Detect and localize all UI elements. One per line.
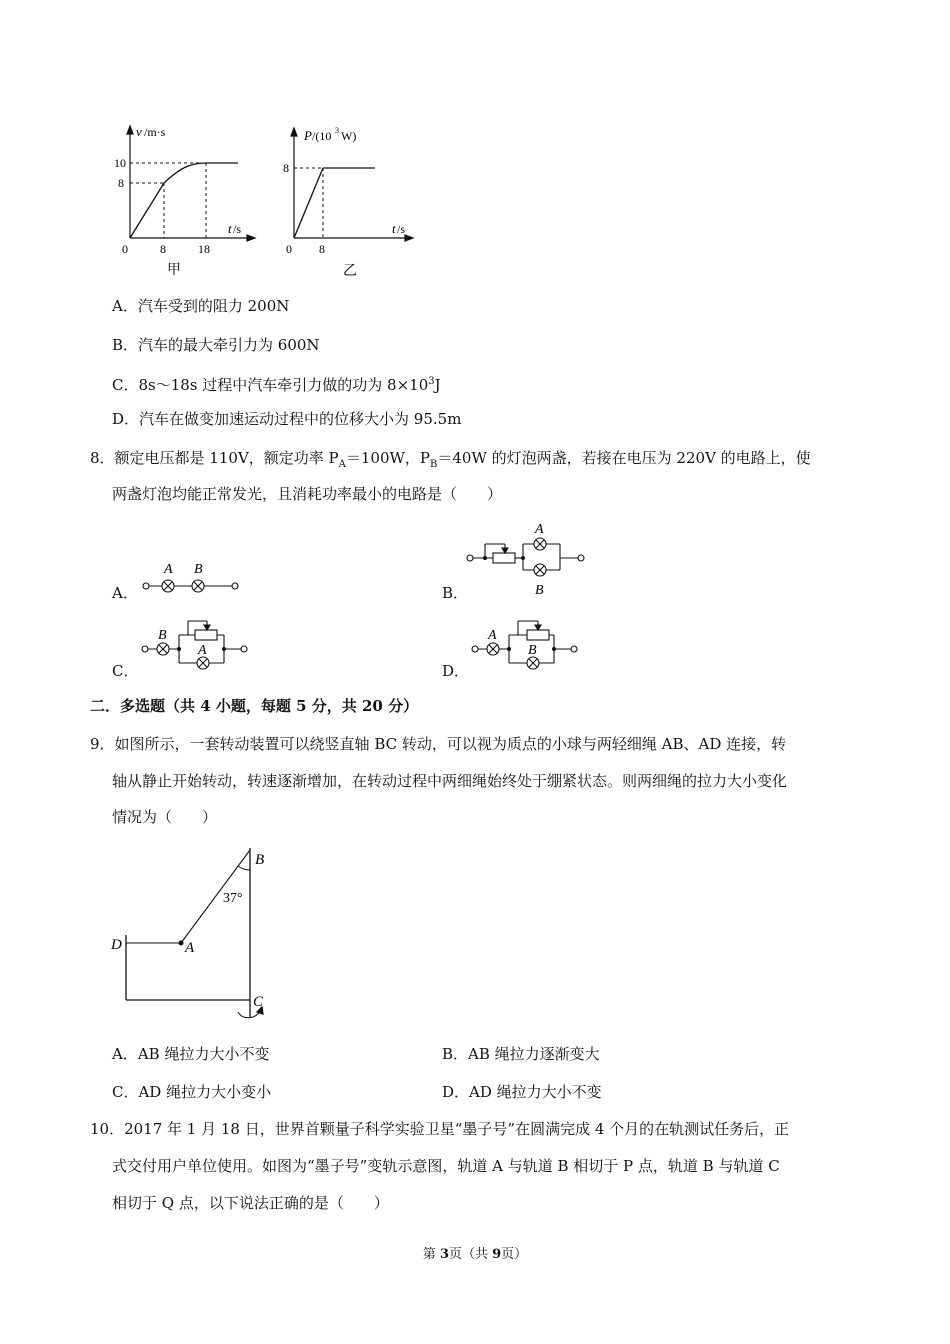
- circuit-c-lamp-b-label: B: [158, 628, 167, 643]
- q7-option-d: D．汽车在做变加速运动过程中的位移大小为 95.5m: [112, 410, 462, 428]
- yi-xtick-0: 0: [286, 242, 292, 256]
- circuit-b-lamp-b-label: B: [535, 583, 544, 598]
- footer-total-pages: 9: [492, 1247, 502, 1262]
- q8-stem-line2: 两盏灯泡均能正常发光，且消耗功率最小的电路是（ ）: [112, 485, 503, 503]
- q9-label-angle: 37°: [223, 891, 243, 906]
- footer-post: 页）: [501, 1247, 528, 1262]
- lamp-a-icon: [534, 538, 546, 550]
- q8-stem-part3: ＝40W 的灯泡两盏，若接在电压为 220V 的电路上，使: [437, 449, 811, 467]
- q8-stem-part2: ＝100W，P: [345, 449, 431, 467]
- q8-option-b-label: B．: [442, 584, 469, 602]
- circuit-a-lamp-b-label: B: [194, 562, 203, 577]
- q9-option-a: A．AB 绳拉力大小不变: [112, 1045, 270, 1063]
- lamp-b-icon: [157, 643, 169, 655]
- q8-circuit-d: [470, 615, 585, 675]
- yi-ylabel-unit-exp: 3: [335, 126, 339, 135]
- lamp-b-icon: [534, 564, 546, 576]
- q9-label-a: A: [185, 940, 195, 956]
- yi-caption: 乙: [343, 264, 357, 279]
- terminal-left: [143, 583, 149, 589]
- footer-page-number: 3: [439, 1247, 449, 1262]
- junction-dot: [483, 556, 487, 560]
- jia-xtick-0: 0: [122, 242, 128, 256]
- lamp-b-icon: [527, 657, 539, 669]
- circuit-d-lamp-b-label: B: [528, 643, 537, 658]
- q8-circuit-b: [465, 518, 590, 600]
- q8-stem-part1: 8．额定电压都是 110V，额定功率 P: [90, 449, 339, 467]
- jia-curve-segment: [164, 163, 206, 183]
- graph-yi: [280, 120, 420, 285]
- terminal-left: [472, 646, 478, 652]
- q8-circuit-c: [140, 615, 255, 675]
- yi-y-arrow: [291, 128, 297, 136]
- rheostat-icon: [493, 553, 515, 563]
- junction-dot: [552, 647, 556, 651]
- q9-option-c: C．AD 绳拉力大小变小: [112, 1083, 272, 1101]
- ball-a: [179, 941, 184, 946]
- jia-ytick-8: 8: [118, 176, 124, 190]
- yi-xtick-8: 8: [319, 242, 325, 256]
- q8-sub-a: A: [338, 459, 346, 470]
- angle-arc: [238, 866, 250, 870]
- q8-option-d-label: D．: [442, 662, 470, 680]
- lamp-b-icon: [192, 580, 204, 592]
- page-footer: [0, 1243, 950, 1262]
- terminal-right: [578, 555, 584, 561]
- terminal-right: [232, 583, 238, 589]
- circuit-b-lamp-a-label: A: [535, 522, 544, 537]
- jia-xtick-18: 18: [198, 242, 210, 256]
- footer-mid: 页（共: [448, 1247, 493, 1262]
- jia-y-arrow: [127, 126, 133, 134]
- graph-jia: [110, 120, 260, 285]
- section-2-title: 二．多选题（共 4 小题，每题 5 分，共 20 分）: [90, 697, 419, 715]
- rheostat-arrow-icon: [535, 625, 541, 630]
- junction-dot: [222, 647, 226, 651]
- yi-ylabel-unit-pre: /(10: [312, 129, 332, 143]
- jia-xlabel-unit: /s: [233, 222, 242, 236]
- jia-xlabel-t: t: [228, 221, 232, 236]
- q9-figure: [105, 840, 285, 1030]
- q8-stem-line1: [90, 448, 811, 475]
- q9-stem-line3: 情况为（ ）: [112, 808, 218, 826]
- q8-option-c-label: C．: [112, 662, 139, 680]
- junction-dot: [177, 647, 181, 651]
- terminal-left: [142, 646, 148, 652]
- q9-option-b: B．AB 绳拉力逐渐变大: [442, 1045, 600, 1063]
- q9-label-d: D: [111, 937, 122, 953]
- circuit-c-lamp-a-label: A: [198, 643, 207, 658]
- jia-linear-segment: [130, 183, 164, 238]
- q10-stem-line1: 10．2017 年 1 月 18 日，世界首颗量子科学实验卫星“墨子号”在圆满完成 4 个月的在轨测试任务后，正: [90, 1120, 790, 1138]
- lamp-a-icon: [197, 657, 209, 669]
- circuit-d-lamp-a-label: A: [488, 628, 497, 643]
- q8-circuit-a: [140, 558, 240, 598]
- q8-sub-b: B: [430, 459, 438, 470]
- rheostat-arrow-icon: [204, 625, 210, 630]
- jia-caption: 甲: [167, 263, 181, 278]
- lamp-a-icon: [162, 580, 174, 592]
- q10-stem-line3: 相切于 Q 点，以下说法正确的是（ ）: [112, 1194, 389, 1212]
- jia-ylabel-v: v: [136, 124, 142, 139]
- jia-ytick-10: 10: [114, 156, 126, 170]
- yi-ytick-8: 8: [283, 161, 289, 175]
- terminal-right: [571, 646, 577, 652]
- jia-xtick-8: 8: [160, 242, 166, 256]
- yi-xlabel-unit: /s: [397, 222, 406, 236]
- junction-dot: [521, 556, 525, 560]
- terminal-right: [241, 646, 247, 652]
- rheostat-icon: [195, 630, 217, 640]
- junction-dot: [507, 647, 511, 651]
- q8-option-a-label: A．: [112, 584, 138, 602]
- q7-option-c-unit: J: [434, 376, 441, 394]
- q7-option-b: B．汽车的最大牵引力为 600N: [112, 336, 320, 354]
- rheostat-arrow-icon: [502, 548, 508, 553]
- q7-option-c-exp: 3: [428, 376, 435, 387]
- q9-label-b: B: [255, 852, 265, 868]
- lamp-a-icon: [487, 643, 499, 655]
- q7-option-c: [112, 372, 441, 395]
- q9-label-c: C: [253, 994, 264, 1010]
- yi-ylabel-p: P: [304, 128, 312, 143]
- footer-pre: 第: [422, 1247, 440, 1262]
- q9-option-d: D．AD 绳拉力大小不变: [442, 1083, 602, 1101]
- rheostat-icon: [527, 630, 549, 640]
- q7-option-a: A．汽车受到的阻力 200N: [112, 297, 290, 315]
- yi-ylabel-unit-post: W): [341, 129, 357, 143]
- q9-stem-line1: 9．如图所示，一套转动装置可以绕竖直轴 BC 转动，可以视为质点的小球与两轻细绳 AB、AD 连接，转: [90, 735, 787, 753]
- jia-x-arrow: [247, 235, 255, 241]
- q10-stem-line2: 式交付用户单位使用。如图为“墨子号”变轨示意图，轨道 A 与轨道 B 相切于 P 点，轨道 B 与轨道 C: [112, 1157, 780, 1175]
- yi-x-arrow: [405, 235, 413, 241]
- circuit-a-lamp-a-label: A: [164, 562, 173, 577]
- q7-option-c-text: C．8s～18s 过程中汽车牵引力做的功为 8×10: [112, 376, 429, 394]
- yi-linear-segment: [294, 168, 323, 238]
- yi-xlabel-t: t: [392, 221, 396, 236]
- terminal-left: [467, 555, 473, 561]
- q9-stem-line2: 轴从静止开始转动，转速逐渐增加，在转动过程中两细绳始终处于绷紧状态。则两细绳的拉力大小变化: [112, 772, 788, 790]
- jia-ylabel-unit: /m·s: [144, 125, 166, 139]
